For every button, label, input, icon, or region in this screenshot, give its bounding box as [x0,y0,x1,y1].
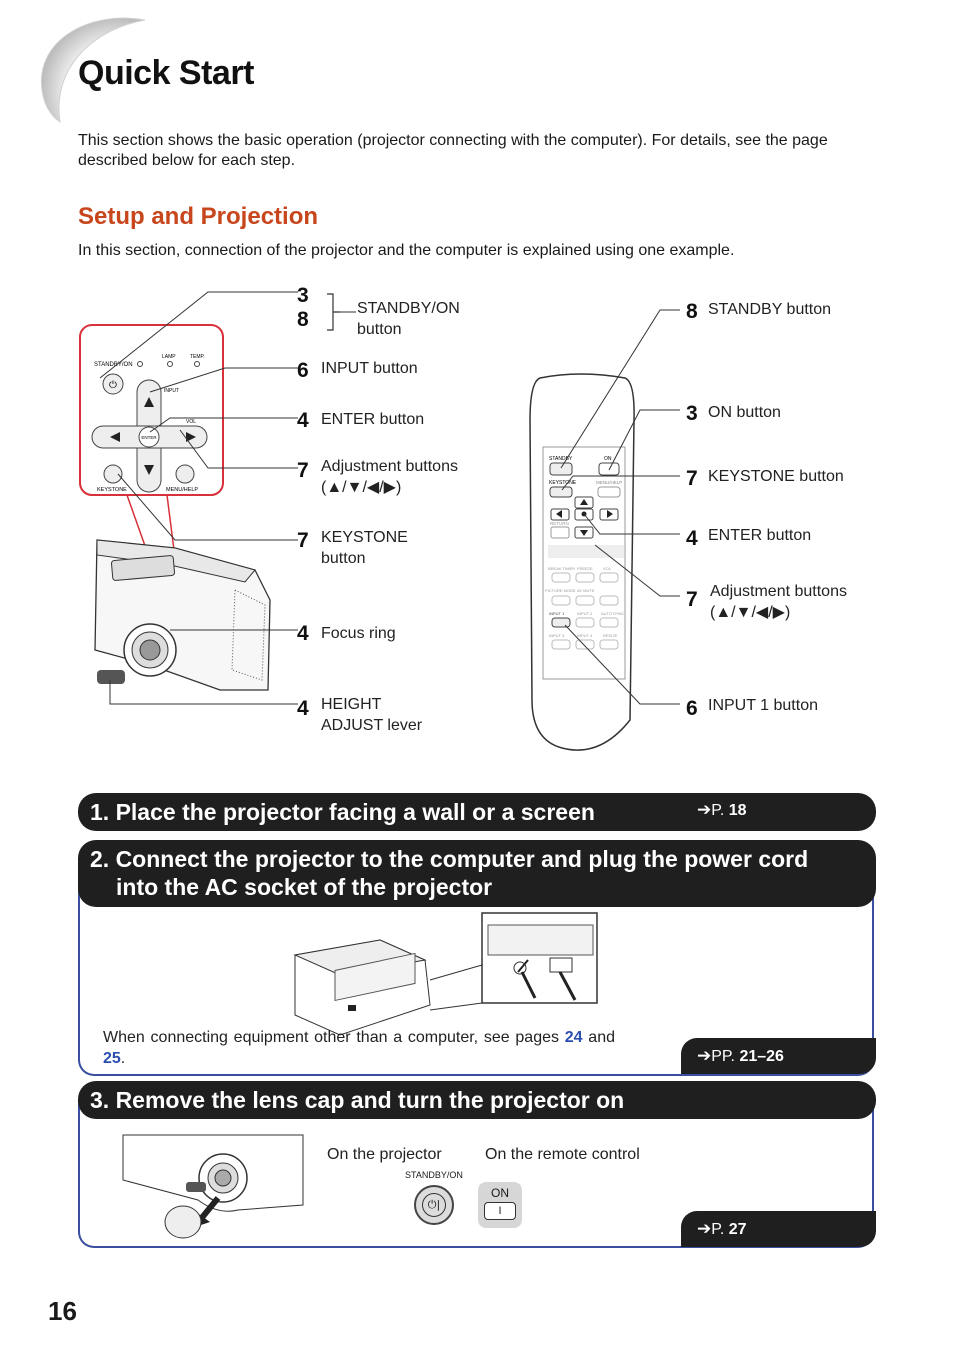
step-1-reference [697,800,747,820]
svg-text:INPUT 1: INPUT 1 [549,611,565,616]
on-label: ON [491,1186,509,1200]
projector-illustration [60,280,954,760]
remote-label-standby: STANDBY [549,456,573,462]
callout-num-keystone: 7 [297,529,309,552]
callout-num-adjust: 7 [297,459,309,482]
standby-on-label: STANDBY/ON [405,1170,463,1180]
step-3-bar [78,1081,876,1119]
on-symbol: I [484,1202,516,1220]
step-3-title: 3. Remove the lens cap and turn the projector on [90,1087,625,1113]
reference-arrow-icon: ➔ [697,1219,712,1238]
callout-num-focus: 4 [297,622,309,645]
svg-text:INPUT 2: INPUT 2 [577,611,593,616]
remote-callout-num-standby: 8 [686,300,698,323]
remote-callout-label-enter: ENTER button [708,527,812,544]
remote-label-keystone: KEYSTONE [549,480,577,486]
connection-illustration [290,910,602,1045]
callout-label-standby: STANDBY/ON button [357,300,460,338]
remote-callout-label-input1: INPUT 1 button [708,697,818,714]
remote-callout-num-adjust: 7 [686,588,698,611]
remote-control [530,374,634,750]
svg-text:PICTURE MODE: PICTURE MODE [545,588,576,593]
step-2-title-line2: into the AC socket of the projector [116,874,493,900]
reference-arrow-icon: ➔ [697,800,712,819]
page-link-24[interactable]: 24 [564,1029,583,1046]
intro-text: This section shows the basic operation (projector connecting with the computer). For details, see the page described below for each step. [78,132,828,169]
remote-callout-label-adjust: Adjustment buttons (▲/▼/◀/▶) [710,583,847,621]
label-on-projector: On the projector [327,1146,442,1163]
svg-text:AV MUTE: AV MUTE [577,588,595,593]
step-2-note-and: and [588,1029,615,1046]
panel-keystone-button [104,465,122,483]
remote-label-on: ON [604,456,612,462]
page-number: 16 [48,1296,77,1326]
page-link-25[interactable]: 25 [103,1050,121,1067]
panel-label-standby: STANDBY/ON [94,362,133,368]
step-3-reference [681,1211,876,1247]
step-2-note-text: When connecting equipment other than a computer, see pages [103,1029,559,1046]
svg-text:INPUT 4: INPUT 4 [577,633,593,638]
svg-text:INPUT 3: INPUT 3 [549,633,565,638]
remote-callout-num-on: 3 [686,402,698,425]
remote-callout-label-standby: STANDBY button [708,301,832,318]
callout-label-height: HEIGHT ADJUST lever [321,696,423,734]
lens-cap-illustration [118,1130,308,1245]
callout-num-enter: 4 [297,409,309,432]
step-3-ref-pages: 27 [728,1221,747,1238]
remote-callout-num-enter: 4 [686,527,698,550]
step-2-ref-pages: 21–26 [739,1048,784,1065]
callout-label-keystone: KEYSTONE button [321,529,408,567]
svg-text:⏻: ⏻ [109,380,117,391]
step-2-bar [78,840,876,907]
remote-callout-num-keystone: 7 [686,467,698,490]
callout-label-focus: Focus ring [321,625,396,642]
reference-arrow-icon: ➔ [697,1046,712,1065]
panel-label-enter: ENTER [141,435,157,440]
remote-label-menu: MENU/HELP [596,480,623,485]
panel-label-lamp: LAMP [162,354,176,360]
callout-label-input: INPUT button [321,360,418,377]
power-icon: ⏻| [422,1193,446,1217]
svg-text:RESIZE: RESIZE [603,633,618,638]
step-2-ref-prefix: PP. [711,1048,735,1065]
step-1-title: 1. Place the projector facing a wall or a screen [90,799,595,825]
callout-label-enter: ENTER button [321,411,425,428]
step-1-bar [78,793,876,831]
standby-on-button[interactable] [414,1185,454,1225]
callout-num-standby: 3 8 [297,284,309,331]
remote-callout-label-on: ON button [708,404,781,421]
step-3-ref-prefix: P. [711,1221,725,1238]
step-2-title-line1: 2. Connect the projector to the computer and plug the power cord [90,846,809,872]
remote-on-button-large[interactable] [478,1182,522,1228]
svg-text:AUTO SYNC: AUTO SYNC [601,611,625,616]
svg-text:RETURN: RETURN [550,521,569,526]
remote-callout-num-input1: 6 [686,697,698,720]
panel-label-vol: VOL [186,419,197,425]
projector-body [95,540,270,690]
label-on-remote: On the remote control [485,1146,640,1163]
step-2-note [103,1027,615,1069]
page-title: Quick Start [78,54,254,92]
remote-standby-button [550,463,572,475]
svg-text:FREEZE: FREEZE [577,566,593,571]
callout-label-adjust: Adjustment buttons (▲/▼/◀/▶) [321,458,458,496]
callout-num-input: 6 [297,359,309,382]
panel-label-keystone: KEYSTONE [97,487,127,493]
svg-text:VOL: VOL [603,566,612,571]
panel-label-menu: MENU/HELP [166,487,199,493]
step-2-reference [681,1038,876,1074]
remote-callout-label-keystone: KEYSTONE button [708,468,844,485]
panel-menu-button [176,465,194,483]
section-intro: In this section, connection of the projector and the computer is explained using one example. [78,242,735,259]
remote-input1-button [552,618,570,627]
panel-label-temp: TEMP. [190,354,205,360]
step-1-ref-pages: 18 [728,802,747,819]
step-2-note-end: . [120,1050,126,1067]
section-heading: Setup and Projection [78,203,319,230]
svg-text:BREAK TIMER: BREAK TIMER [548,566,576,571]
step-1-ref-prefix: P. [711,802,725,819]
callout-num-height: 4 [297,697,309,720]
panel-label-input: INPUT [164,388,179,394]
